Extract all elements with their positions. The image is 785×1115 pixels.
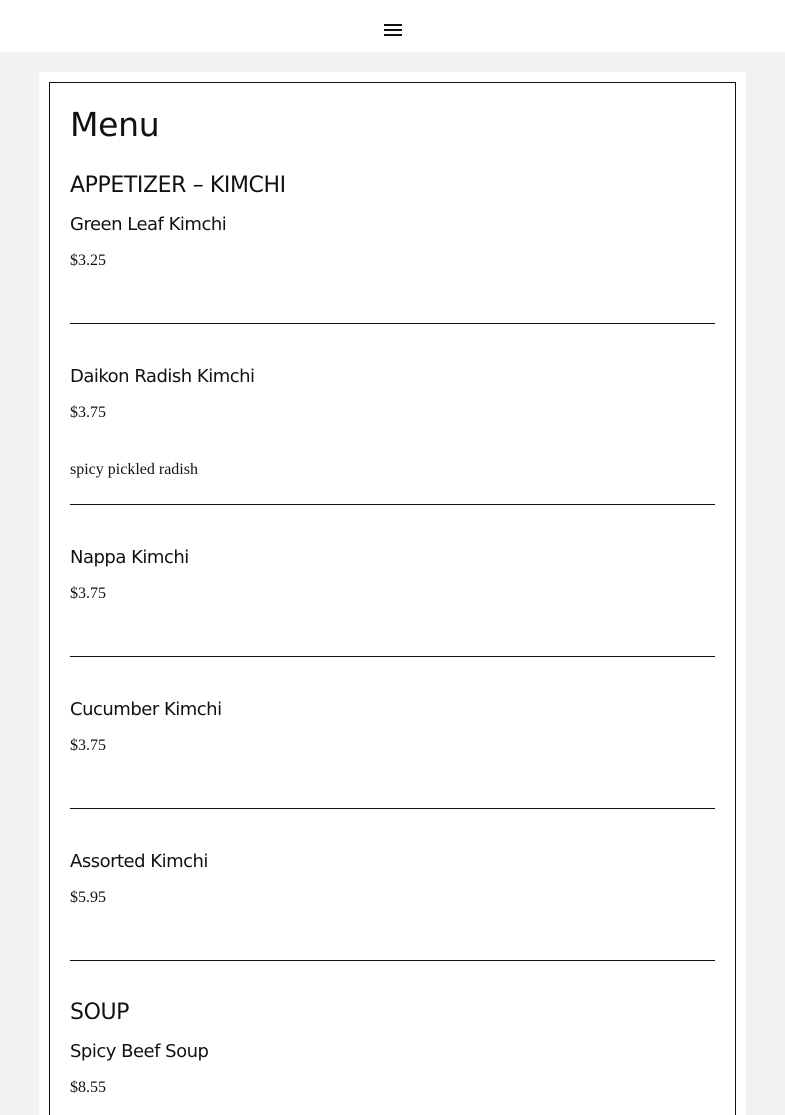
top-navigation-bar	[0, 0, 785, 52]
item-divider	[70, 808, 715, 809]
section-title-appetizer-kimchi: APPETIZER – KIMCHI	[70, 173, 286, 198]
content-area	[39, 72, 746, 1115]
menu-item-price: $8.55	[70, 1079, 106, 1096]
menu-item-name: Daikon Radish Kimchi	[70, 366, 255, 387]
item-divider	[70, 504, 715, 505]
hamburger-menu-icon[interactable]	[384, 22, 402, 37]
menu-item-name: Spicy Beef Soup	[70, 1041, 209, 1062]
item-divider	[70, 656, 715, 657]
item-divider	[70, 323, 715, 324]
page-title: Menu	[70, 105, 160, 144]
menu-item-name: Assorted Kimchi	[70, 851, 208, 872]
menu-item-price: $3.75	[70, 404, 106, 421]
menu-item-price: $3.75	[70, 737, 106, 754]
menu-item-name: Nappa Kimchi	[70, 547, 189, 568]
menu-item-price: $3.75	[70, 585, 106, 602]
menu-item-description: spicy pickled radish	[70, 461, 198, 478]
item-divider	[70, 960, 715, 961]
menu-item-price: $5.95	[70, 889, 106, 906]
section-title-soup: SOUP	[70, 1000, 130, 1025]
menu-item-name: Green Leaf Kimchi	[70, 214, 227, 235]
menu-item-price: $3.25	[70, 252, 106, 269]
menu-item-name: Cucumber Kimchi	[70, 699, 222, 720]
menu-card	[49, 82, 736, 1115]
